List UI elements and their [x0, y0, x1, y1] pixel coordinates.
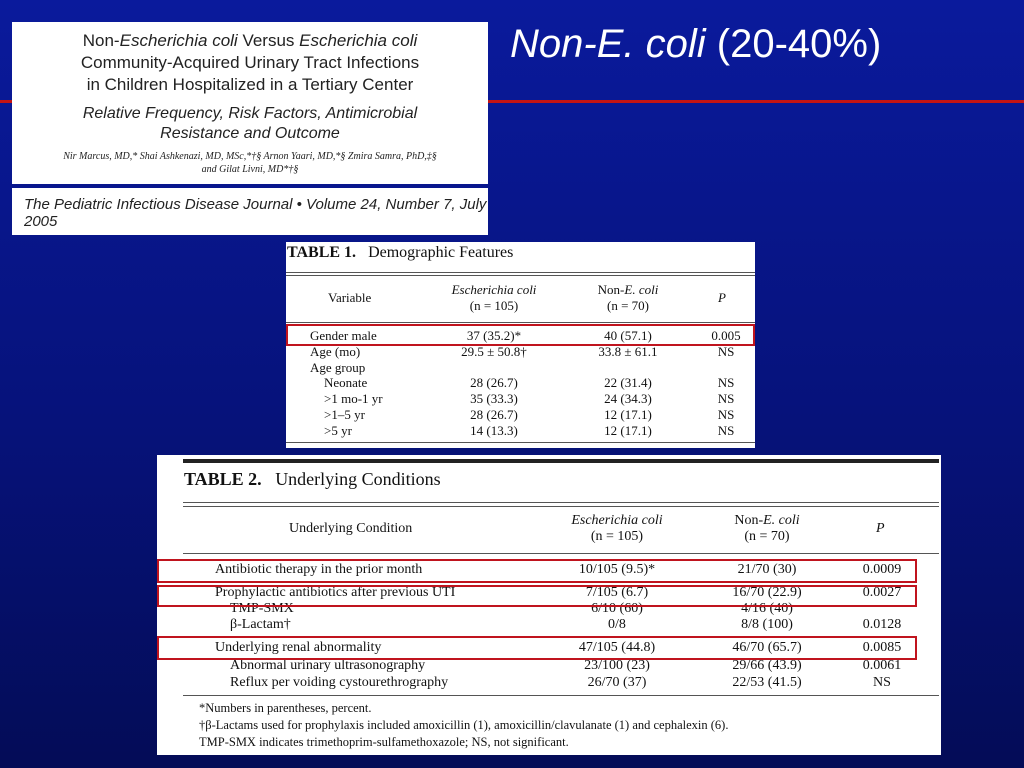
- table1-row-p: NS: [717, 391, 735, 406]
- table1-row-ecoli: 28 (26.7): [470, 375, 518, 390]
- table1-header-variable: Variable: [328, 290, 372, 305]
- table1-row-label: >1–5 yr: [324, 407, 365, 422]
- table2-row-nonecoli: 4/16 (40): [741, 601, 793, 616]
- table2-caption-text: Underlying Conditions: [275, 469, 441, 489]
- table2-row-p: 0.0128: [862, 617, 902, 632]
- highlight-box-gender: [286, 324, 755, 346]
- table1-header-ecoli-name: Escherichia coli: [451, 282, 537, 297]
- table1-row-p: 0.005: [711, 328, 741, 343]
- paper-title-line3: in Children Hospitalized in a Tertiary Center: [86, 75, 414, 94]
- table1-row-nonecoli: 12 (17.1): [604, 407, 652, 422]
- highlight-box-prophylactic: [157, 585, 917, 607]
- table2-row-label: TMP-SMX: [230, 601, 294, 616]
- table2-header-nonecoli-ital: E. coli: [763, 513, 800, 528]
- table2-caption-num: TABLE 2.: [184, 469, 262, 489]
- table2-row-nonecoli: 21/70 (30): [737, 562, 797, 577]
- table1-header-nonecoli-pre: Non-: [597, 282, 625, 297]
- table1-row-nonecoli: 12 (17.1): [604, 423, 652, 438]
- table2-row-label: Abnormal urinary ultrasonography: [230, 658, 426, 673]
- table2-row-nonecoli: 46/70 (65.7): [732, 640, 802, 655]
- table1-row-label: >1 mo-1 yr: [324, 391, 383, 406]
- table2-header-nonecoli: [712, 513, 822, 545]
- table2-row-label: β-Lactam†: [230, 617, 291, 632]
- table2-row-ecoli: 47/105 (44.8): [578, 640, 656, 655]
- table2-row-ecoli: 23/100 (23): [584, 658, 650, 673]
- table2-row-label: Underlying renal abnormality: [215, 640, 382, 655]
- table2-row-nonecoli: 16/70 (22.9): [732, 585, 802, 600]
- table1-row-ecoli: 29.5 ± 50.8†: [461, 344, 527, 359]
- table-underlying-conditions: [157, 455, 941, 755]
- table2-header-ecoli-name: Escherichia coli: [571, 513, 663, 528]
- table2-header-ecoli-n: (n = 105): [590, 529, 644, 544]
- table2-row-ecoli: 7/105 (6.7): [585, 585, 649, 600]
- paper-subtitle-line2: Resistance and Outcome: [160, 125, 340, 142]
- paper-authors-line2: and Gilat Livni, MD*†§: [201, 164, 299, 175]
- table1-row-p: NS: [717, 407, 735, 422]
- table2-caption: [184, 469, 441, 490]
- table1-row-nonecoli: 22 (31.4): [604, 375, 652, 390]
- table2-rule-topbar: [183, 459, 939, 463]
- table2-header-nonecoli-n: (n = 70): [744, 529, 790, 544]
- table2-row-p: NS: [873, 675, 891, 690]
- table1-row-p: NS: [717, 423, 735, 438]
- table2-row-nonecoli: 22/53 (41.5): [732, 675, 802, 690]
- table1-header-ecoli: [436, 282, 552, 314]
- table2-rule-bottom: [183, 695, 939, 696]
- table1-row-ecoli: 14 (13.3): [470, 423, 518, 438]
- table1-row-label: Neonate: [324, 375, 368, 390]
- table1-row-p: NS: [717, 375, 735, 390]
- table1-caption: [287, 244, 513, 262]
- paper-authors-line1: Nir Marcus, MD,* Shai Ashkenazi, MD, MSc,*†§ Arnon Yaari, MD,*§ Zmira Samra, PhD,‡§: [63, 151, 437, 162]
- table2-header-condition: Underlying Condition: [289, 521, 413, 536]
- table2-row-ecoli: 6/10 (60): [591, 601, 643, 616]
- table2-footnote: TMP-SMX indicates trimethoprim-sulfamethoxazole; NS, not significant.: [199, 735, 569, 749]
- table1-row-label: >5 yr: [324, 423, 352, 438]
- table2-row-ecoli: 26/70 (37): [587, 675, 647, 690]
- table1-caption-text: Demographic Features: [368, 244, 514, 261]
- table2-row-ecoli: 0/8: [608, 617, 626, 632]
- table2-row-p: 0.0009: [862, 562, 902, 577]
- table1-header-nonecoli-ital: E. coli: [624, 282, 659, 297]
- paper-title-mid: Versus: [237, 31, 300, 50]
- table2-rule-top: [183, 502, 939, 503]
- slide-title: [510, 22, 881, 67]
- table2-row-label: Antibiotic therapy in the prior month: [215, 562, 423, 577]
- table1-header-nonecoli-n: (n = 70): [607, 298, 649, 313]
- table2-row-p: 0.0061: [862, 658, 902, 673]
- journal-citation-image: [12, 188, 488, 235]
- table2-row-label: Prophylactic antibiotics after previous UTI: [215, 585, 456, 600]
- table2-footnote: †β-Lactams used for prophylaxis included amoxicillin (1), amoxicillin/clavulanate (1) and cephalexin (6).: [199, 718, 729, 732]
- table1-row-nonecoli: 40 (57.1): [604, 328, 652, 343]
- slide-title-italic: Non-E. coli: [510, 22, 706, 66]
- paper-header-image: [12, 22, 488, 184]
- paper-subtitle-line1: Relative Frequency, Risk Factors, Antimicrobial: [82, 105, 418, 122]
- highlight-box-renal-abnormality: [157, 636, 917, 660]
- table1-row-label: Age group: [310, 360, 366, 375]
- table2-footnote: *Numbers in parentheses, percent.: [199, 701, 372, 715]
- table2-rule-top2: [183, 506, 939, 507]
- table1-row-ecoli: 37 (35.2)*: [466, 328, 522, 343]
- slide-title-rest: (20-40%): [716, 22, 882, 66]
- table1-row-ecoli: 35 (33.3): [470, 391, 518, 406]
- table1-row-label: Age (mo): [310, 344, 361, 359]
- paper-subtitle: [12, 104, 488, 144]
- table2-header-ecoli: [547, 513, 687, 545]
- table1-row-ecoli: 28 (26.7): [470, 407, 518, 422]
- paper-title-line2: Community-Acquired Urinary Tract Infections: [80, 53, 420, 72]
- journal-citation: The Pediatric Infectious Disease Journal • Volume 24, Number 7, July 2005: [24, 196, 487, 230]
- table1-caption-num: TABLE 1.: [287, 244, 357, 261]
- table1-header-nonecoli: [576, 282, 680, 314]
- table1-row-label: Gender male: [310, 328, 377, 343]
- table1-header-p: P: [718, 290, 726, 305]
- table-demographic-features: [286, 242, 755, 448]
- table1-rule-head: [286, 322, 755, 323]
- table1-rule-top2: [286, 275, 755, 276]
- table1-rule-bottom: [286, 442, 755, 443]
- table1-rule-top: [286, 272, 755, 273]
- highlight-box-antibiotic-therapy: [157, 559, 917, 583]
- table2-header-nonecoli-pre: Non-: [734, 513, 764, 528]
- table2-row-p: 0.0085: [862, 640, 902, 655]
- table2-row-p: 0.0027: [862, 585, 902, 600]
- table2-rule-head: [183, 553, 939, 554]
- paper-authors: [12, 150, 488, 176]
- table2-header-p: P: [876, 521, 885, 536]
- table1-row-nonecoli: 33.8 ± 61.1: [598, 344, 658, 359]
- paper-title: [12, 30, 488, 96]
- table1-row-p: NS: [717, 344, 735, 359]
- paper-title-pre: Non-: [82, 31, 120, 50]
- table1-row-nonecoli: 24 (34.3): [604, 391, 652, 406]
- table2-row-label: Reflux per voiding cystourethrography: [230, 675, 449, 690]
- table2-row-nonecoli: 29/66 (43.9): [732, 658, 802, 673]
- paper-title-ital1: Escherichia coli: [119, 31, 238, 50]
- paper-title-ital2: Escherichia coli: [299, 31, 418, 50]
- table2-row-ecoli: 10/105 (9.5)*: [578, 562, 656, 577]
- table2-row-nonecoli: 8/8 (100): [741, 617, 793, 632]
- table1-header-ecoli-n: (n = 105): [469, 298, 519, 313]
